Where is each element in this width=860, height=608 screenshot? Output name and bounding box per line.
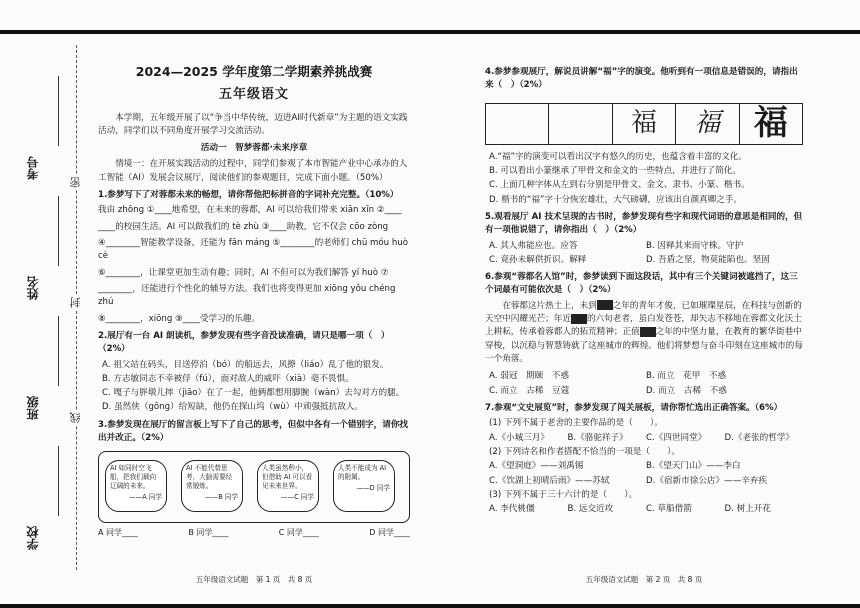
bubble-a-text: AI 如同时空飞船，把我们载向辽阔的未来。 xyxy=(110,464,157,491)
q2-option-a[interactable]: A. 祖父站在码头，目送停泊（bó）的船远去，风撩（liáo）乱了他的银发。 xyxy=(102,359,389,370)
answer-d-field[interactable]: D 同学____ xyxy=(369,528,410,538)
fu-cell-3: 福 xyxy=(613,104,676,144)
q1-line-4[interactable]: ⑥________，让课堂更加生动有趣；同时，AI 不但可以为我们解答 yí huò ⑦ xyxy=(98,267,389,278)
bubble-c-author: ——C 同学 xyxy=(280,493,314,502)
q6-options-row-1 xyxy=(489,370,803,383)
exam-title: 2024—2025 学年度第二学期素养挑战赛 xyxy=(135,64,373,79)
exam-intro: 本学期，五年级开展了以“争当中华传统，迈进AI时代新章”为主题的语文实践活动，同学们以不同角度开展学习交流活动。 xyxy=(98,112,408,136)
q1-line-2[interactable]: ____的校园生活。AI 可以做我们的 tè zhù ③____助教，它不仅会 cōo zòng xyxy=(98,221,389,232)
bubble-a-author: ——A 同学 xyxy=(129,493,162,502)
question-4: 4.参梦参观展厅，解说员讲解“福”字的演变。他听到有一项信息是错误的，请指出来（ ）（2%） xyxy=(485,67,798,91)
fu-cell-4: 福 xyxy=(676,104,739,144)
q7-3-options xyxy=(489,503,803,516)
q2-option-b[interactable]: B. 方志敏同志不幸被俘（fú），面对敌人的威吓（xià）毫不畏惧。 xyxy=(102,373,354,384)
fu-cell-5: 福 xyxy=(753,103,788,144)
bubble-b-author: ——B 同学 xyxy=(205,493,238,502)
answer-a-field[interactable]: A 同学____ xyxy=(98,528,139,538)
q5-option-c[interactable]: C. 竟孙未解供折识。解释 xyxy=(489,254,587,265)
fu-cell-1 xyxy=(486,104,549,144)
redaction-1 xyxy=(597,300,613,310)
redaction-2 xyxy=(571,314,587,324)
exam-number-field[interactable] xyxy=(58,76,59,146)
q7-1-option-d[interactable]: D.《老张的哲学》 xyxy=(724,432,795,443)
activity-heading: 活动一 智梦蓉都·未来序章 xyxy=(200,143,308,154)
bubble-b xyxy=(181,460,243,512)
fu-cell-2 xyxy=(549,104,612,144)
school-label: 学校 xyxy=(26,526,40,550)
q4-option-a[interactable]: A.“福”字的演变可以看出汉字有悠久的历史，也蕴含着丰富的文化。 xyxy=(489,151,747,162)
q5-options-row-1 xyxy=(489,240,803,253)
page-2-footer: 五年级语文试题 第 2 页 共 8 页 xyxy=(585,575,703,585)
q7-1-option-c[interactable]: C.《四世同堂》 xyxy=(646,432,707,443)
class-label: 班级 xyxy=(26,396,40,420)
q4-option-c[interactable]: C. 上面几种字体从左到右分别是甲骨文、金文、隶书、小篆、楷书。 xyxy=(489,180,750,191)
q7-2-option-a[interactable]: A.《望洞庭》——刘禹锡 xyxy=(489,461,584,472)
question-7: 7.参观“文史展览”时，参梦发现了闯关展板，请你帮忙选出正确答案。（6%） xyxy=(485,402,783,413)
class-field[interactable] xyxy=(58,316,59,386)
q6-option-c[interactable]: C. 而立 古稀 豆蔻 xyxy=(489,385,570,396)
bubble-c xyxy=(257,460,319,512)
seal-mark-feng: 封 xyxy=(69,297,82,308)
q7-1-option-a[interactable]: A.《小城三月》 xyxy=(489,432,550,443)
q6-option-d[interactable]: D. 而立 古稀 不惑 xyxy=(646,385,727,396)
school-field[interactable] xyxy=(58,446,59,516)
message-board xyxy=(98,451,410,523)
exam-number-label: 考号 xyxy=(26,156,40,180)
q5-option-a[interactable]: A. 其人弗能应也。应答 xyxy=(489,240,578,251)
situation-text: 情境一：在开展实践活动的过程中，同学们参观了本市智能产业中心承办的人工智能（AI）发展会议展厅，阅读他们的参观题目，完成下面小题。（50%） xyxy=(98,159,408,183)
q1-line-5[interactable]: ________，还能进行个性化的辅导方法。我们也将变得更加 xiōng yǒu chéng zhú xyxy=(98,283,396,308)
q7-1-option-b[interactable]: B.《骆驼祥子》 xyxy=(567,432,628,443)
answer-b-field[interactable]: B 同学____ xyxy=(188,528,229,538)
q7-3-option-c[interactable]: C. 草船借箭 xyxy=(646,504,692,515)
q4-option-d[interactable]: D. 楷书的“福”字十分恢宏雄壮，大气磅礴，应该出自颜真卿之手。 xyxy=(489,194,743,205)
q6-passage-2: 之年的青年才俊，已如璀璨星辰，在科技与创新的天空中闪耀光芒；年近 xyxy=(485,300,802,325)
q7-sub-3: (3) 下列不属于三十六计的是（ ）。 xyxy=(489,489,638,500)
scan-bottom-edge xyxy=(0,604,860,608)
bubble-d xyxy=(333,460,395,512)
q5-option-d[interactable]: D. 吾盾之坚，物莫能陷也。坚固 xyxy=(646,254,770,265)
bubble-d-author: ——D 同学 xyxy=(356,484,390,493)
q2-option-d[interactable]: D. 虽然侠（gōng）给短缺，他仍在探山坞（wù）中顽强抵抗敌人。 xyxy=(102,402,364,413)
q5-options-row-2 xyxy=(489,254,803,267)
q1-line-1[interactable]: 我由 zhōng ①____地希望，在未来的蓉都，AI 可以给我们带来 xiān xīn ②____ xyxy=(98,205,402,216)
exam-page-1 xyxy=(98,60,410,585)
q7-1-options xyxy=(489,432,803,445)
question-5: 5.观看展厅 AI 技术呈现的古书时，参梦发现有些字和现代词语的意思是相同的，但有一项他说错了，请你指出（ ）（2%） xyxy=(485,211,803,236)
bubble-a xyxy=(105,460,167,512)
question-6: 6.参观“蓉都名人馆”时，参梦读到下面这段话，其中有三个关键词被遮挡了，这三个词最有可能依次是（ ）（2%） xyxy=(485,272,798,296)
bubble-c-text: 人类虽然秒小，但借助 AI 可以看见未来世界。 xyxy=(262,464,313,491)
q6-option-b[interactable]: B. 而立 花甲 不惑 xyxy=(646,371,727,382)
exam-subtitle: 五年级语文 xyxy=(218,87,289,103)
q1-line-6[interactable]: ⑧________，xiōng ⑨____受学习的乐趣。 xyxy=(98,313,261,324)
q7-2-option-c[interactable]: C.《饮湖上初晴后雨》——苏轼 xyxy=(489,475,610,486)
q7-sub-2: (2) 下列诗名和作者搭配不恰当的一项是（ ）。 xyxy=(489,446,681,457)
q6-passage-1: 在蓉都这片热土上，未到 xyxy=(502,300,597,311)
q7-3-option-d[interactable]: D. 树上开花 xyxy=(724,504,771,515)
q3-answer-row xyxy=(98,527,410,539)
q7-sub-1: (1) 下列不属于老舍的主要作品的是（ ）。 xyxy=(489,418,663,429)
fu-evolution-strip xyxy=(485,103,803,145)
q6-passage xyxy=(485,300,803,367)
page-1-footer: 五年级语文试题 第 1 页 共 8 页 xyxy=(195,575,313,585)
q6-options-row-2 xyxy=(489,385,803,398)
answer-c-field[interactable]: C 同学____ xyxy=(278,528,319,538)
q6-passage-3: 的六旬老者，虽白发苍苍，却矢志不移地在蓉都文化沃土上耕耘，传承着蓉都人的拓荒精神；正值 xyxy=(485,314,802,338)
seal-mark-mi: 密 xyxy=(69,177,82,188)
exam-page-2 xyxy=(485,60,803,585)
question-2: 2.展厅有一台 AI 朗读机，参梦发现有些字音没读准确，请只是哪一项（ ）（2%） xyxy=(98,330,390,355)
q7-2-option-b[interactable]: B.《望天门山》——李白 xyxy=(646,461,741,472)
name-field[interactable] xyxy=(58,196,59,266)
question-1: 1.参梦写下了对蓉都未来的畅想，请你帮他把标拼音的字词补充完整。（10%） xyxy=(98,190,399,201)
bubble-b-text: AI 不能代替思考，大脑需要经常锻炼。 xyxy=(186,464,233,491)
name-label: 姓名 xyxy=(26,276,40,300)
q2-option-c[interactable]: C. 嘎子与胖墩儿摔（jiāo）在了一起，他俩都想用脚腕（wàn）去勾对方的腿。 xyxy=(102,388,405,399)
q7-3-option-b[interactable]: B. 远交近攻 xyxy=(567,504,614,515)
q5-option-b[interactable]: B. 因释其来而守株。守护 xyxy=(646,240,744,251)
seal-mark-xian: 线 xyxy=(69,412,82,423)
q7-2-option-d[interactable]: D.《宿新市徐公店》——辛弃疾 xyxy=(646,475,768,486)
binding-margin xyxy=(0,36,80,604)
question-3: 3.参梦发现在展厅的留言板上写下了自己的思考，但似中各有一个错别字，请你找出并改正。（2%） xyxy=(98,419,409,444)
redaction-3 xyxy=(640,327,656,337)
q7-2-options-row-1 xyxy=(489,460,803,473)
q4-option-b[interactable]: B. 可以看出小篆继承了甲骨文和金文的一些特点，并进行了简化。 xyxy=(489,165,741,176)
q1-line-3[interactable]: ④________智能教学设备，还能为 fān máng ⑤________的老师们 chū móu huò cè xyxy=(98,238,408,262)
q7-3-option-a[interactable]: A. 李代桃僵 xyxy=(489,504,535,515)
q6-option-a[interactable]: A. 弱冠 期颐 不惑 xyxy=(489,371,569,382)
q6-passage-4: 之年的中坚力量，在教育的繁华街巷中穿梭，以沉稳与智慧铸就了这座城市的辉煌。他们将梦想与奋斗印刻在这座城市的每一个角落。 xyxy=(485,327,803,364)
bubble-d-text: 人类不能成为 AI 的附属。 xyxy=(338,464,387,482)
q7-2-options-row-2 xyxy=(489,475,803,488)
scan-top-edge xyxy=(0,30,860,34)
